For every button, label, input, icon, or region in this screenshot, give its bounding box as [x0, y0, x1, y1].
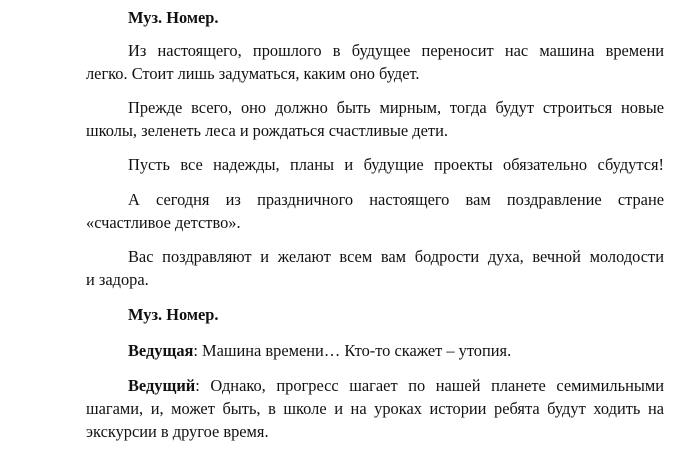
paragraph-line: легко. Стоит лишь задуматься, каким оно будет.: [86, 64, 420, 83]
speaker-name: Ведущая: [128, 341, 194, 360]
paragraph-line: «счастливое детство».: [86, 213, 241, 232]
paragraph-line: школы, зеленеть леса и рождаться счастливые дети.: [86, 121, 448, 140]
paragraph-line: Пусть все надежды, планы и будущие проекты обязательно сбудутся!: [128, 155, 664, 174]
paragraph-line: и задора.: [86, 270, 149, 289]
paragraph-line: Прежде всего, оно должно быть мирным, тогда будут строиться новые: [128, 98, 664, 117]
speech-line: [128, 376, 664, 396]
speaker-name: Ведущий: [128, 376, 196, 395]
speech-text: : Машина времени… Кто-то скажет – утопия.: [193, 341, 512, 360]
paragraph-line: Вас поздравляют и желают всем вам бодрости духа, вечной молодости: [128, 247, 664, 266]
speech-text: : Однако, прогресс шагает по нашей планете семимильными: [195, 376, 664, 395]
speech-line: [128, 341, 664, 361]
paragraph-line: шагами, и, может быть, в школе и на уроках истории ребята будут ходить на: [86, 399, 664, 418]
heading-muz-nomer: Муз. Номер.: [128, 305, 219, 324]
paragraph-line: Из настоящего, прошлого в будущее переносит нас машина времени: [128, 41, 664, 60]
heading-muz-nomer: Муз. Номер.: [128, 8, 219, 27]
paragraph-line: А сегодня из праздничного настоящего вам поздравление стране: [128, 190, 664, 209]
paragraph-line: экскурсии в другое время.: [86, 422, 269, 441]
